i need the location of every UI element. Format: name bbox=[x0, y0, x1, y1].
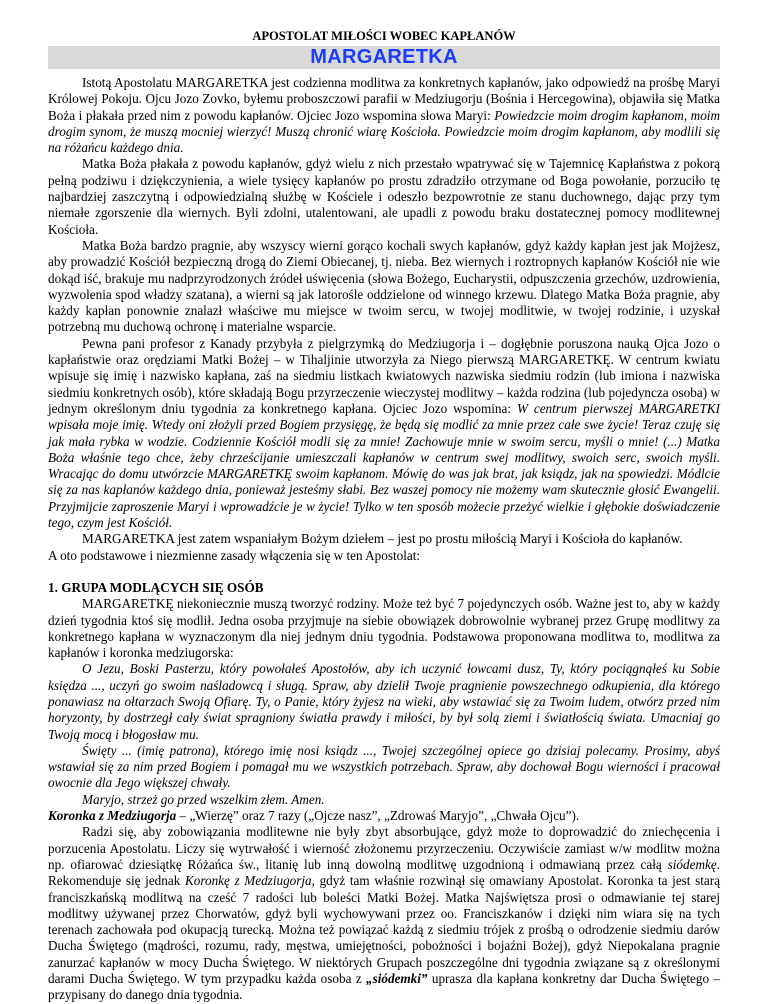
paragraph-intro-quote: Powiedzcie moim drogim kapłanom, moim drogim synom, że muszą mocniej wierzyć! Muszą chronić wiarę Kościoła. Powiedzcie moim drogim kapłanom, aby modlili się na różańcu każdego dnia. bbox=[48, 107, 720, 156]
paragraph-intro bbox=[48, 75, 720, 156]
advice-text-2: . Rekomenduje się jednak bbox=[48, 856, 720, 889]
document-title: MARGARETKA bbox=[310, 46, 458, 68]
title-band bbox=[48, 46, 720, 69]
section-paragraph-advice bbox=[48, 824, 720, 1003]
section-paragraph-group: MARGARETKĘ niekoniecznie muszą tworzyć rodziny. Może też być 7 pojedynczych osób. Ważne jest to, aby w każdy dzień tygodnia ktoś się modlił. Jedna osoba przyjmuje na siebie obowiązek dobrowolnie wybranej przez Grupę modlitwy za konkretnego kapłana w wyznaczonym dla niej jednym dniu tygodnia. Podstawowa proponowana modlitwa to, modlitwa za kapłanów i koronka medziugorska: bbox=[48, 596, 720, 661]
paragraph-origin-text: Pewna pani profesor z Kanady przybyła z pielgrzymką do Medziugorja i – dogłębnie poruszona nauką Ojca Jozo o kapłaństwie oraz orędziami Matki Bożej – w Tihaljinie utworzyła za Niego pierwszą MARGARETKĘ. W centrum kwiatu wpisuje się imię i nazwisko kapłana, zaś na siedmiu listkach kwiatowych nazwiska siedmiu rodzin (lub imiona i nazwiska siedmiu konkretnych osób), które składają Bogu przyrzeczenie wieczystej modlitwy – każda rodzina (lub pojedyncza osoba) w jednym określonym dniu tygodnia za konkretnego kapłana. Ojciec Jozo wspomina: bbox=[48, 335, 720, 416]
paragraph-crying: Matka Boża płakała z powodu kapłanów, gdyż wielu z nich przestało wpatrywać się w Tajemnicę Kapłaństwa z pokorą pełną podziwu i dziękczynienia, a wiele tysięcy kapłanów po prostu zdradziło otrzymane od Boga powołanie, porzuciło tę najbardziej zaszczytną i odpowiedzialną służbę w Kościele i odeszło bezpowrotnie ze stanu duchownego, dając przy tym niemałe zgorszenie dla wiernych. Byli zdolni, utalentowani, ale upadli z powodu braku dostatecznej pomocy modlitewnej Kościoła. bbox=[48, 156, 720, 237]
paragraph-origin bbox=[48, 336, 720, 532]
advice-siodemki: „siódemki” bbox=[365, 971, 428, 987]
paragraph-origin-quote: W centrum pierwszej MARGARETKI wpisała moje imię. Wtedy oni złożyli przed Bogiem przysięgę, że będą się modlić za mnie przez całe swe życie! Teraz czuję się jak mała rybka w wodzie. Codziennie Kościół modli się za mnie! Zachowuje mnie w swoim sercu, myśli o mnie! (...) Matka Boża właśnie tego chce, żeby chrześcijanie umieszczali kapłanów w centrum swej modlitwy, swoich serc, swoich myśli. Wracając do domu utwórzcie MARGARETKĘ swoim kapłanom. Mówię do was jak brat, jak ksiądz, jak na spowiedzi. Módlcie się za nas kapłanów każdego dnia, ponieważ jesteśmy słabi. Bez waszej pomocy nie możemy wam skutecznie głosić Ewangelii. Przyjmijcie zaproszenie Maryi i wprowadźcie je w życie! Tylko w ten sposób możecie przeżyć wielkie i głębokie doświadczenie tego, czym jest Kościół. bbox=[48, 400, 721, 531]
advice-text-4: uprasza dla kapłana konkretny dar Ducha Świętego – przypisany do danego dnia tygodnia. bbox=[48, 971, 721, 1003]
paragraph-intro-text: Istotą Apostolatu MARGARETKA jest codzienna modlitwa za konkretnych kapłanów, jako odpowiedź na prośbę Maryi Królowej Pokoju. Ojcu Jozo Zovko, byłemu proboszczowi parafii w Medziugorju (Bośnia i Hercegowina), objawiła się Matka Boża i płakała przed nim z powodu kapłanów. Ojciec Jozo wspomina słowa Maryi: bbox=[48, 75, 720, 123]
advice-text-3: , gdyż tam właśnie rozwinął się omawiany Apostolat. Koronka ta jest starą franciszkańską modlitwą na cześć 7 radości lub boleści Matki Bożej. Matka Najświętsza prosi o odmawianie tej starej modlitwy używanej przez Chorwatów, gdyż byli wychowywani przez oo. Franciszkanów i dzięki nim wiara się na tych terenach zachowała pod okupacją turecką. Można też powiązać każdą z siedmiu trójek z prośbą o odrodzenie siedmiu darów Ducha Świętego (mądrości, rozumu, rady, męstwa, umiejętności, pobożności i bojaźni Bożej), gdyż Niepokalana pragnie zanurzać kapłanów w mocy Ducha Świętego. W niektórych Grupach poszczególne dni tygodnia związane są z określonymi darami Ducha Świętego. W tym przypadku każda osoba z bbox=[48, 873, 720, 987]
koronka-name: Koronka z Medziugorja bbox=[48, 808, 177, 824]
koronka-description: – „Wierzę” oraz 7 razy („Ojcze nasz”, „Zdrowaś Maryjo”, „Chwała Ojcu”). bbox=[176, 808, 580, 824]
paragraph-summary: MARGARETKA jest zatem wspaniałym Bożym dziełem – jest po prostu miłością Maryi i Kościoła do kapłanów. bbox=[82, 531, 683, 547]
section-heading: 1. GRUPA MODLĄCYCH SIĘ OSÓB bbox=[48, 579, 264, 595]
prayer-mary-text: Maryjo, strzeż go przed wszelkim złem. Amen. bbox=[82, 791, 325, 807]
prayer-mary bbox=[48, 792, 720, 808]
paragraph-rules-intro: A oto podstawowe i niezmienne zasady włączenia się w ten Apostolat: bbox=[48, 547, 421, 563]
prayer-patron-text: Święty ... (imię patrona), którego imię nosi ksiądz ..., Twojej szczególnej opiece go dzisiaj polecamy. Prosimy, abyś wstawiał się za nim przed Bogiem i pomagał mu we wszystkich potrzebach. Spraw, aby dochował Bogu wierności i pracował owocnie dla Jego większej chwały. bbox=[48, 742, 720, 791]
advice-text-1: Radzi się, aby zobowiązania modlitewne nie były zbyt absorbujące, gdyż może to doprowadzić do zniechęcenia i porzucenia Apostolatu. Liczy się wytrwałość i wierność złożonemu przyrzeczeniu. Oczywiście zamiast w/w modlitw można np. ofiarować dziesiątkę Różańca św., litanię lub inną dowolną modlitwę uzgodnioną i odmawianą przez całą bbox=[48, 824, 720, 872]
document-subtitle: APOSTOLAT MIŁOŚCI WOBEC KAPŁANÓW bbox=[252, 29, 516, 43]
advice-siodemka: siódemkę bbox=[667, 856, 717, 872]
prayer-priests-text: O Jezu, Boski Pasterzu, który powołałeś Apostołów, aby ich uczynić łowcami dusz, Ty, który pociągnąłeś ku Sobie księdza ..., uczyń go swoim naśladowcą i sługą. Spraw, aby dzielił Twoje pragnienie powszechnego odkupienia, dla którego ponawiasz na ołtarzach Swoją Ofiarę. Ty, o Panie, który żyjesz na wieki, aby wstawiać się za Twoim ludem, otwórz przed nim horyzonty, by dostrzegł cały świat spragniony światła prawdy i miłości, by był solą ziemi i światłością świata. Umacniaj go Twoją mocą i błogosław mu. bbox=[48, 661, 720, 742]
advice-koronka: Koronkę z Medziugorja bbox=[184, 873, 312, 889]
paragraph-moses: Matka Boża bardzo pragnie, aby wszyscy wierni gorąco kochali swych kapłanów, gdyż każdy kapłan jest jak Mojżesz, aby prowadzić Kościół bezpieczną drogą do Ziemi Obiecanej, tj. nieba. Bez wiernych i roztropnych kapłanów Kościół nie wie dokąd iść, brakuje mu nadprzyrodzonych źródeł uświęcenia (słowa Bożego, Eucharystii, odpuszczenia grzechów, uzdrowienia, wyzwolenia spod władzy szatana), a wierni są jak latorośle oddzielone od winnego krzewu. Dlatego Matka Boża pragnie, aby każdy kapłan ponownie znalazł właściwe mu miejsce w twoim sercu, w twojej modlitwie, w twojej rodzinie, i uzyskał potrzebną mu duchową ochronę i materialne wsparcie. bbox=[48, 237, 720, 335]
koronka-line bbox=[48, 808, 720, 824]
prayer-priests bbox=[48, 661, 720, 742]
prayer-patron bbox=[48, 743, 720, 792]
